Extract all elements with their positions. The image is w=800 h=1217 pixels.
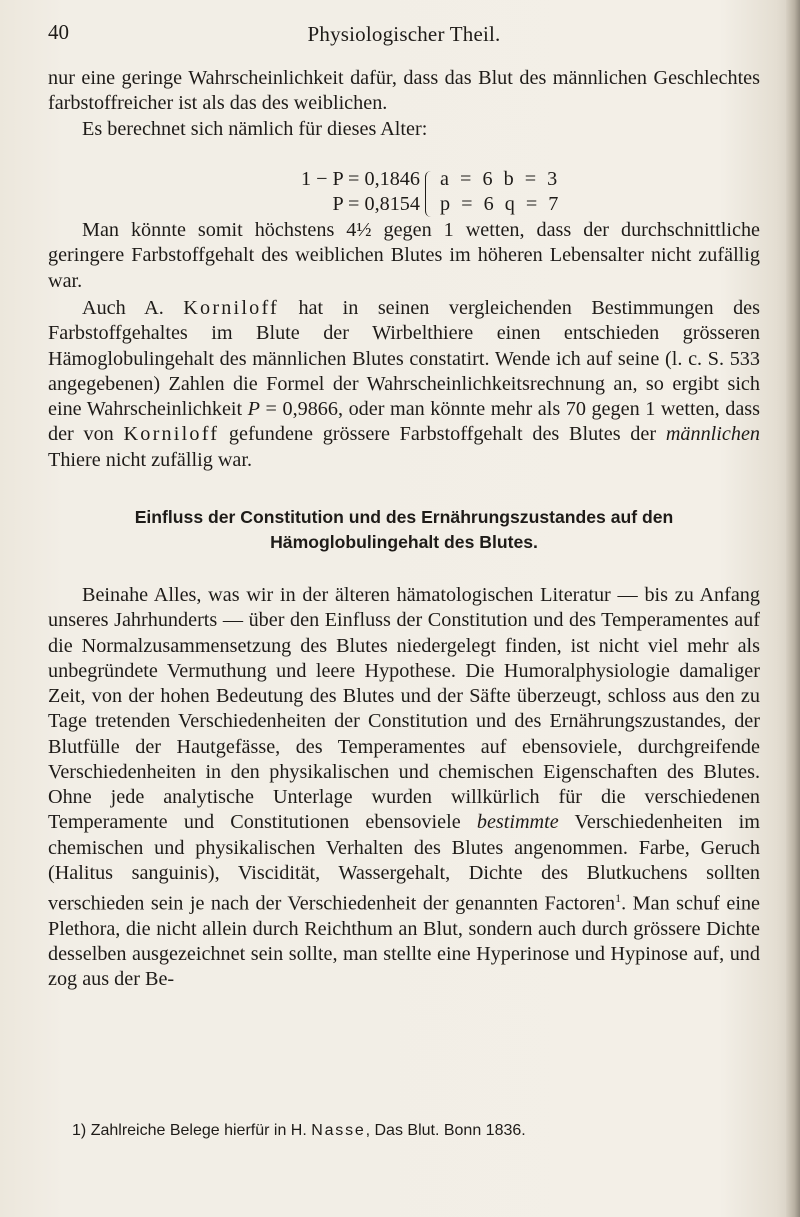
emphasis: bestimmte bbox=[476, 811, 559, 834]
footnote-ref: 1 bbox=[615, 891, 622, 905]
paragraph-3 bbox=[48, 296, 760, 473]
footnote-author: Nasse bbox=[311, 1122, 366, 1139]
text-run: , Das Blut. Bonn 1836. bbox=[365, 1122, 526, 1139]
running-title: Physiologischer Theil. bbox=[307, 22, 501, 46]
text-run: Verschiedenheiten im chemischen und physikalischen Verhalten des Blutes angenommen. Farbe, Geruch (Halitus sanguinis), Viscidität, Wassergehalt, Dichte des Blutkuchens sollten verschieden sein je nach der Verschiedenheit der genannten Factoren bbox=[48, 811, 760, 915]
formula-brace bbox=[425, 171, 432, 217]
paragraph-1-lead: Es berechnet sich nämlich für dieses Alter: bbox=[82, 117, 428, 140]
text-run: Auch A. bbox=[82, 297, 184, 319]
paragraph-1 bbox=[48, 66, 760, 142]
formula-left-1: 1 − P = 0,1846 bbox=[300, 168, 420, 190]
text-run: Zahlreiche Belege hierfür in H. bbox=[90, 1122, 312, 1139]
running-head bbox=[48, 20, 760, 50]
section-heading-line-2: Hämoglobulingehalt des Blutes. bbox=[270, 532, 538, 552]
text-run: gefundene grössere Farbstoffgehalt des Blutes der bbox=[219, 423, 666, 446]
formula-block bbox=[48, 168, 760, 220]
math-symbol: P bbox=[247, 398, 261, 421]
paragraph-4 bbox=[48, 583, 760, 993]
formula-right-1: a = 6 b = 3 bbox=[440, 168, 558, 190]
text-run: Thiere nicht zufällig war. bbox=[48, 448, 253, 471]
text-run: = 0,9866, oder man könnte mehr als 70 gegen 1 wetten, dass der von bbox=[48, 398, 760, 446]
formula-row-1 bbox=[48, 168, 760, 194]
text-run: Beinahe Alles, was wir in der älteren hämatologischen Literatur — bis zu Anfang unseres Jahrhunderts — über den Einfluss der Constitution und des Temperamentes auf die Normalzusammensetzung des Blutes niedergelegt finden, ist nicht viel mehr als unbegründete Vermuthung und leere Hypothese. Die Humoralphysiologie damaliger Zeit, von der hohen Bedeutung des Blutes und der Säfte überzeugt, schloss aus den zu Tage tretenden Verschiedenheiten der Constitution und des Ernährungszustandes, der Blutfülle der Hautgefässe, des Temperamentes auf ebensoviele, durchgreifende Verschiedenheiten in den physikalischen und chemischen Eigenschaften des Blutes. Ohne jede analytische Unterlage wurden willkürlich für die verschiedenen Temperamente und Constitutionen ebensoviele bbox=[48, 584, 760, 834]
emphasis: männlichen bbox=[665, 423, 760, 446]
paragraph-1-text: nur eine geringe Wahrscheinlichkeit dafür, dass das Blut des männlichen Geschlechtes farbstoffreicher ist als das des weiblichen. bbox=[48, 67, 760, 115]
paragraph-3-text bbox=[48, 296, 760, 473]
section-heading bbox=[48, 505, 760, 555]
section-heading-line-1: Einfluss der Constitution und des Ernährungszustandes auf den bbox=[134, 507, 674, 527]
text-run: . Man schuf eine Plethora, die nicht allein durch Reichthum an Blut, sondern auch durch grössere Dichte desselben ausgezeichnet sein sollte, man stellte eine Hyperinose und Hypinose auf, und zog aus der Be- bbox=[48, 892, 761, 991]
author-name: Korniloff bbox=[183, 297, 279, 319]
page-number: 40 bbox=[48, 20, 69, 44]
formula-right-2: p = 6 q = 7 bbox=[440, 193, 559, 215]
paragraph-2-text: Man könnte somit höchstens 4½ gegen 1 wetten, dass der durchschnittliche geringere Farbstoffgehalt des weiblichen Blutes im höheren Lebensalter nicht zufällig war. bbox=[48, 219, 760, 292]
footnote-number: 1) bbox=[72, 1122, 87, 1139]
formula-left-2: P = 0,8154 bbox=[332, 193, 420, 215]
footnote bbox=[72, 1122, 760, 1140]
formula-row-2 bbox=[48, 193, 760, 219]
paragraph-2 bbox=[48, 218, 760, 294]
page-edge bbox=[786, 0, 800, 1217]
paragraph-4-text bbox=[48, 583, 760, 993]
text-run: hat in seinen vergleichenden Bestimmungen des Farbstoffgehaltes im Blute der Wirbelthiere einen entschieden grösseren Hämoglobulingehalt des männlichen Blutes constatirt. Wende ich auf seine (l. c. S. 533 angegebenen) Zahlen die Formel der Wahrscheinlichkeitsrechnung an, so ergibt sich eine Wahrscheinlichkeit bbox=[48, 297, 760, 421]
author-name: Korniloff bbox=[123, 423, 220, 446]
